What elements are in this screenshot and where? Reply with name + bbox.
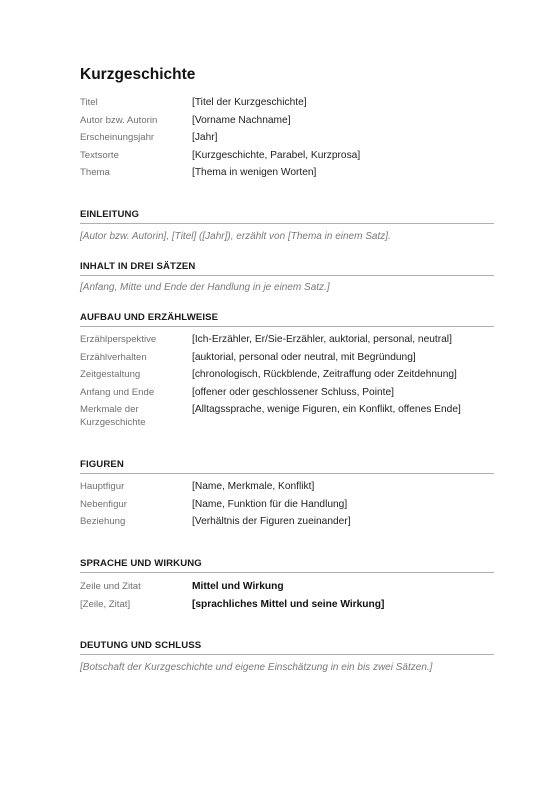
aufbau-value: [offener oder geschlossener Schluss, Pointe] xyxy=(192,386,394,398)
section-heading-einleitung: EINLEITUNG xyxy=(80,209,494,224)
meta-label: Autor bzw. Autorin xyxy=(80,114,158,126)
figuren-table xyxy=(80,480,494,533)
aufbau-row xyxy=(80,386,494,404)
section-heading-sprache: SPRACHE UND WIRKUNG xyxy=(80,558,494,573)
meta-label: Textsorte xyxy=(80,149,119,161)
meta-label: Titel xyxy=(80,97,98,108)
figuren-row xyxy=(80,498,494,516)
sprache-label: [Zeile, Zitat] xyxy=(80,598,131,610)
section-heading-inhalt: INHALT IN DREI SÄTZEN xyxy=(80,261,494,276)
sprache-header-row xyxy=(80,580,494,598)
inhalt-text: [Anfang, Mitte und Ende der Handlung in je einem Satz.] xyxy=(80,282,330,293)
aufbau-label: Anfang und Ende xyxy=(80,386,155,398)
aufbau-label-line: Kurzgeschichte xyxy=(80,417,146,428)
aufbau-label-line: Merkmale der xyxy=(80,404,139,415)
aufbau-value: [Alltagssprache, wenige Figuren, ein Konflikt, offenes Ende] xyxy=(192,404,461,415)
meta-row-thema xyxy=(80,166,494,184)
meta-value: [Thema in wenigen Worten] xyxy=(192,167,317,178)
figuren-label: Nebenfigur xyxy=(80,498,127,510)
section-heading-deutung: DEUTUNG UND SCHLUSS xyxy=(80,640,494,655)
einleitung-text: [Autor bzw. Autorin], [Titel] ([Jahr]), erzählt von [Thema in einem Satz]. xyxy=(80,231,391,242)
meta-row-jahr xyxy=(80,131,494,149)
figuren-row xyxy=(80,480,494,498)
meta-row-autor xyxy=(80,114,494,132)
aufbau-row xyxy=(80,368,494,386)
meta-row-titel xyxy=(80,96,494,114)
aufbau-row xyxy=(80,333,494,351)
meta-row-textsorte xyxy=(80,149,494,167)
deutung-text: [Botschaft der Kurzgeschichte und eigene Einschätzung in ein bis zwei Sätzen.] xyxy=(80,662,433,673)
section-heading-figuren: FIGUREN xyxy=(80,459,494,474)
aufbau-row xyxy=(80,403,494,429)
aufbau-label: Erzählperspektive xyxy=(80,334,157,345)
aufbau-label: Zeitgestaltung xyxy=(80,369,141,380)
meta-value: [Kurzgeschichte, Parabel, Kurzprosa] xyxy=(192,149,361,161)
meta-value: [Titel der Kurzgeschichte] xyxy=(192,97,307,108)
aufbau-row xyxy=(80,351,494,369)
aufbau-value: [auktorial, personal oder neutral, mit Begründung] xyxy=(192,351,416,363)
figuren-label: Beziehung xyxy=(80,516,126,527)
figuren-value: [Name, Funktion für die Handlung] xyxy=(192,498,348,510)
meta-label: Erscheinungsjahr xyxy=(80,132,155,143)
meta-value: [Jahr] xyxy=(192,132,218,143)
sprache-value: [sprachliches Mittel und seine Wirkung] xyxy=(192,598,385,610)
figuren-label: Hauptfigur xyxy=(80,481,125,492)
aufbau-label xyxy=(80,403,192,429)
sprache-row xyxy=(80,598,494,616)
aufbau-table xyxy=(80,333,494,429)
figuren-value: [Name, Merkmale, Konflikt] xyxy=(192,481,315,492)
meta-table xyxy=(80,96,494,184)
meta-label: Thema xyxy=(80,167,110,178)
document-title: Kurzgeschichte xyxy=(80,66,196,83)
sprache-value: Mittel und Wirkung xyxy=(192,581,284,592)
aufbau-label: Erzählverhalten xyxy=(80,351,147,363)
figuren-value: [Verhältnis der Figuren zueinander] xyxy=(192,516,351,527)
aufbau-value: [Ich-Erzähler, Er/Sie-Erzähler, auktorial, personal, neutral] xyxy=(192,334,452,345)
figuren-row xyxy=(80,515,494,533)
section-heading-aufbau: AUFBAU UND ERZÄHLWEISE xyxy=(80,312,494,327)
meta-value: [Vorname Nachname] xyxy=(192,114,291,126)
sprache-table xyxy=(80,580,494,615)
aufbau-value: [chronologisch, Rückblende, Zeitraffung oder Zeitdehnung] xyxy=(192,369,457,380)
sprache-label: Zeile und Zitat xyxy=(80,581,141,592)
